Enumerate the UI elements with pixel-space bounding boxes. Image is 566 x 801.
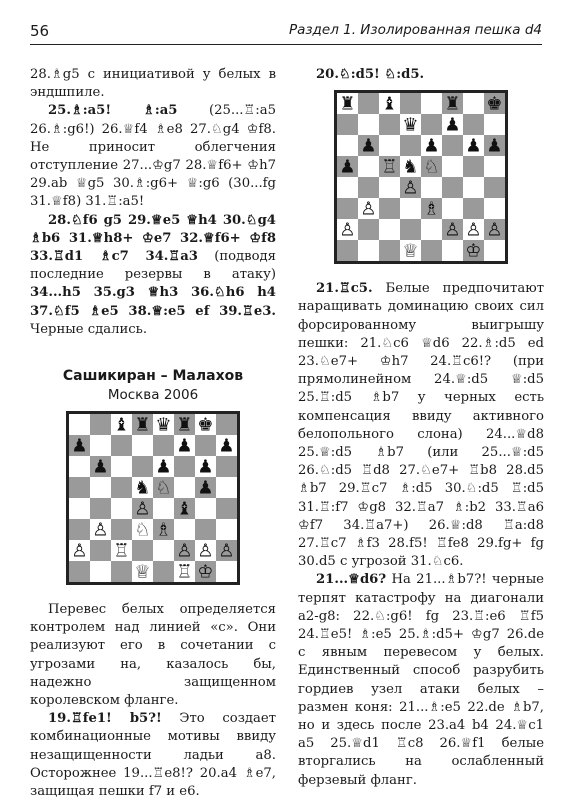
board-square xyxy=(358,114,379,135)
black-piece: ♞ xyxy=(134,477,151,499)
black-piece: ♛ xyxy=(402,114,419,136)
white-piece: ♕ xyxy=(134,561,151,583)
board-square xyxy=(442,177,463,198)
black-piece: ♟ xyxy=(218,435,235,457)
board-square xyxy=(400,198,421,219)
black-piece: ♞ xyxy=(402,156,419,178)
board-square xyxy=(484,114,505,135)
board-square xyxy=(195,498,216,519)
board-square xyxy=(216,456,237,477)
board-square xyxy=(358,177,379,198)
black-piece: ♚ xyxy=(197,414,214,436)
white-piece: ♖ xyxy=(176,561,193,583)
black-piece: ♟ xyxy=(444,114,461,136)
board-square xyxy=(195,435,216,456)
right-column xyxy=(298,66,544,790)
white-piece: ♔ xyxy=(197,561,214,583)
board-square xyxy=(216,414,237,435)
board-square xyxy=(90,561,111,582)
white-piece: ♗ xyxy=(155,519,172,541)
black-piece: ♟ xyxy=(71,435,88,457)
board-square xyxy=(358,156,379,177)
black-piece: ♝ xyxy=(113,414,130,436)
black-piece: ♜ xyxy=(134,414,151,436)
board-square xyxy=(174,456,195,477)
white-piece: ♖ xyxy=(381,156,398,178)
black-piece: ♝ xyxy=(176,498,193,520)
white-piece: ♘ xyxy=(423,156,440,178)
board-square xyxy=(174,477,195,498)
board-square xyxy=(216,477,237,498)
board-square xyxy=(484,198,505,219)
board-square xyxy=(484,177,505,198)
board-square xyxy=(400,93,421,114)
board-square xyxy=(111,498,132,519)
board-square xyxy=(400,135,421,156)
board-square xyxy=(90,540,111,561)
paragraph xyxy=(30,102,276,211)
board-square xyxy=(337,198,358,219)
board-square xyxy=(379,240,400,261)
white-piece: ♙ xyxy=(197,540,214,562)
chessboard xyxy=(337,93,505,261)
annotation-text: Белые предпочитают наращивать доминацию своих сил форсированному выигрышу пешки: 21.♘c6 ♕d6 22.♗:d5 ed 23.♘e7+ ♔h7 24.♖c6!? (при прямолинейном 24.♕:d5 ♕:d5 25.♖:d5 ♗b7 у черных есть компенсация ввиду активного белопольного слона) 24...♕d8 25.♕:d5 ♗b7 (или 25...♕:d5 26.♘:d5 ♖d8 27.♘e7+ ♖b8 28.d5 ♗b7 29.♖c7 ♗:d5 30.♘:d5 ♖:d5 31.♖:f7 ♔g8 32.♖a7 ♗:b2 33.♖a6 ♔f7 34.♖a7+) 26.♕:d8 ♖a:d8 27.♖c7 ♗f3 28.f5! ♖fe8 29.fg+ fg 30.d5 с угрозой 31.♘c6. xyxy=(298,281,544,570)
board-square xyxy=(132,540,153,561)
board-square xyxy=(153,498,174,519)
board-square xyxy=(111,561,132,582)
game-players: Сашикиран – Малахов xyxy=(62,368,244,385)
black-piece: ♜ xyxy=(176,414,193,436)
running-title: Раздел 1. Изолированная пешка d4 xyxy=(288,22,542,38)
board-square xyxy=(337,177,358,198)
annotation-text: На 21...♗b7?! черные терпят катастрофу на диагонали a2-g8: 22.♘:g6! fg 23.♖:e6 ♖f5 24.♖e5! ♗:e5 25.♗:d5+ ♔g7 26.de с явным перевесом у белых. Единственный способ разрубить гордиев узел атаки белых – размен коня: 21...♗:e5 22.de ♗b7, но и здесь после 23.a4 b4 24.♕c1 a5 25.♕d1 ♖c8 26.♕f1 белые вторгались на ослабленный ферзевый фланг. xyxy=(298,572,544,788)
board-square xyxy=(421,219,442,240)
board-square xyxy=(69,561,90,582)
black-piece: ♚ xyxy=(486,93,503,115)
board-square xyxy=(379,135,400,156)
board-square xyxy=(111,477,132,498)
board-square xyxy=(132,456,153,477)
black-piece: ♟ xyxy=(465,135,482,157)
move-sequence: 20.♘:d5! ♘:d5. xyxy=(316,67,425,82)
white-piece: ♙ xyxy=(402,177,419,199)
board-square xyxy=(216,519,237,540)
board-square xyxy=(69,477,90,498)
board-square xyxy=(358,93,379,114)
board-square xyxy=(358,219,379,240)
game-header xyxy=(30,367,276,405)
board-square xyxy=(379,177,400,198)
board-square xyxy=(69,414,90,435)
black-piece: ♜ xyxy=(339,93,356,115)
black-piece: ♟ xyxy=(339,156,356,178)
chessboard xyxy=(69,414,237,582)
board-square xyxy=(153,561,174,582)
white-piece: ♙ xyxy=(92,519,109,541)
paragraph xyxy=(30,212,276,339)
black-piece: ♟ xyxy=(486,135,503,157)
black-piece: ♝ xyxy=(381,93,398,115)
board-square xyxy=(379,114,400,135)
board-square xyxy=(379,198,400,219)
white-piece: ♕ xyxy=(402,240,419,262)
board-square xyxy=(90,414,111,435)
board-square xyxy=(153,540,174,561)
board-square xyxy=(379,219,400,240)
board-square xyxy=(337,114,358,135)
white-piece: ♙ xyxy=(218,540,235,562)
board-square xyxy=(463,177,484,198)
board-square xyxy=(484,156,505,177)
board-square xyxy=(337,135,358,156)
move-sequence: 21.♖c5. xyxy=(316,281,373,297)
paragraph xyxy=(298,280,544,571)
paragraph xyxy=(298,66,544,84)
board-square xyxy=(484,240,505,261)
board-square xyxy=(421,240,442,261)
board-square xyxy=(421,93,442,114)
white-piece: ♘ xyxy=(134,519,151,541)
board-square xyxy=(463,156,484,177)
white-piece: ♙ xyxy=(444,219,461,241)
paragraph xyxy=(30,710,276,801)
board-square xyxy=(216,498,237,519)
white-piece: ♔ xyxy=(465,240,482,262)
white-piece: ♙ xyxy=(486,219,503,241)
board-square xyxy=(174,519,195,540)
page-number: 56 xyxy=(30,22,50,40)
board-square xyxy=(442,156,463,177)
white-piece: ♙ xyxy=(71,540,88,562)
board-square xyxy=(69,519,90,540)
black-piece: ♟ xyxy=(197,477,214,499)
game-venue: Москва 2006 xyxy=(107,387,199,404)
board-square xyxy=(463,114,484,135)
board-square xyxy=(442,135,463,156)
board-square xyxy=(421,177,442,198)
board-square xyxy=(442,198,463,219)
board-square xyxy=(195,519,216,540)
move-sequence: 21...♕d6? xyxy=(316,572,387,588)
board-square xyxy=(90,477,111,498)
black-piece: ♟ xyxy=(360,135,377,157)
annotation-text: Это создает комбинационные мотивы ввиду незащищенности ладьи a8. Осторожнее 19...♖e8!? 20.a4 ♗e7, защищая пешки f7 и e6. xyxy=(30,711,276,800)
board-square xyxy=(358,240,379,261)
board-square xyxy=(153,435,174,456)
paragraph: Перевес белых определяется контролем над линией «с». Они реализуют его в сочетании с угрозами на, казалось бы, надежно защищенном королевском фланге. xyxy=(30,602,276,709)
page-header xyxy=(30,22,542,45)
board-square xyxy=(111,519,132,540)
move-sequence: 34...h5 35.g3 ♕h3 36.♘h6 h4 37.♘f5 ♗e5 38.♕:e5 ef 39.♖e3. xyxy=(30,285,276,319)
board-square xyxy=(111,435,132,456)
black-piece: ♟ xyxy=(197,456,214,478)
board-square xyxy=(400,219,421,240)
board-square xyxy=(111,456,132,477)
board-square xyxy=(216,561,237,582)
result-text: Черные сдались. xyxy=(30,321,148,337)
annotation-text: (подводя последние резервы в атаку) xyxy=(30,249,276,283)
black-piece: ♛ xyxy=(155,414,172,436)
board-square xyxy=(69,456,90,477)
move-sequence: 25.♗:a5! ♗:a5 xyxy=(48,103,178,119)
board-square xyxy=(132,435,153,456)
black-piece: ♟ xyxy=(92,456,109,478)
chess-diagram-2 xyxy=(334,90,508,264)
board-square xyxy=(90,498,111,519)
white-piece: ♙ xyxy=(360,198,377,220)
white-piece: ♗ xyxy=(423,198,440,220)
left-column xyxy=(30,66,276,801)
black-piece: ♟ xyxy=(155,456,172,478)
white-piece: ♘ xyxy=(155,477,172,499)
board-square xyxy=(90,435,111,456)
annotation-text: (25...♖:a5 26.♗:g6!) 26.♕f4 ♗e8 27.♘g4 ♔f8. Не приносит облегчения отступление 27...♔g7 28.♕f6+ ♔h7 29.ab ♕g5 30.♗:g6+ ♕:g6 (30...fg 31.♕f8) 31.♖:a5! xyxy=(30,103,276,210)
move-sequence: 19.♖fe1! b5?! xyxy=(48,711,162,727)
white-piece: ♙ xyxy=(465,219,482,241)
board-square xyxy=(463,198,484,219)
white-piece: ♙ xyxy=(176,540,193,562)
board-square xyxy=(337,240,358,261)
board-square xyxy=(69,498,90,519)
move-sequence: 28.♘f6 g5 29.♕e5 ♕h4 30.♘g4 ♗b6 31.♕h8+ ♔e7 32.♕f6+ ♔f8 33.♖d1 ♗c7 34.♖a3 xyxy=(30,212,276,265)
white-piece: ♙ xyxy=(339,219,356,241)
board-square xyxy=(463,93,484,114)
paragraph xyxy=(298,571,544,789)
white-piece: ♖ xyxy=(113,540,130,562)
board-square xyxy=(421,114,442,135)
paragraph: 28.♗g5 с инициативой у белых в эндшпиле. xyxy=(30,67,276,101)
board-square xyxy=(442,240,463,261)
chess-diagram-1 xyxy=(66,411,240,585)
black-piece: ♜ xyxy=(444,93,461,115)
black-piece: ♟ xyxy=(176,435,193,457)
white-piece: ♙ xyxy=(134,498,151,520)
black-piece: ♟ xyxy=(423,135,440,157)
